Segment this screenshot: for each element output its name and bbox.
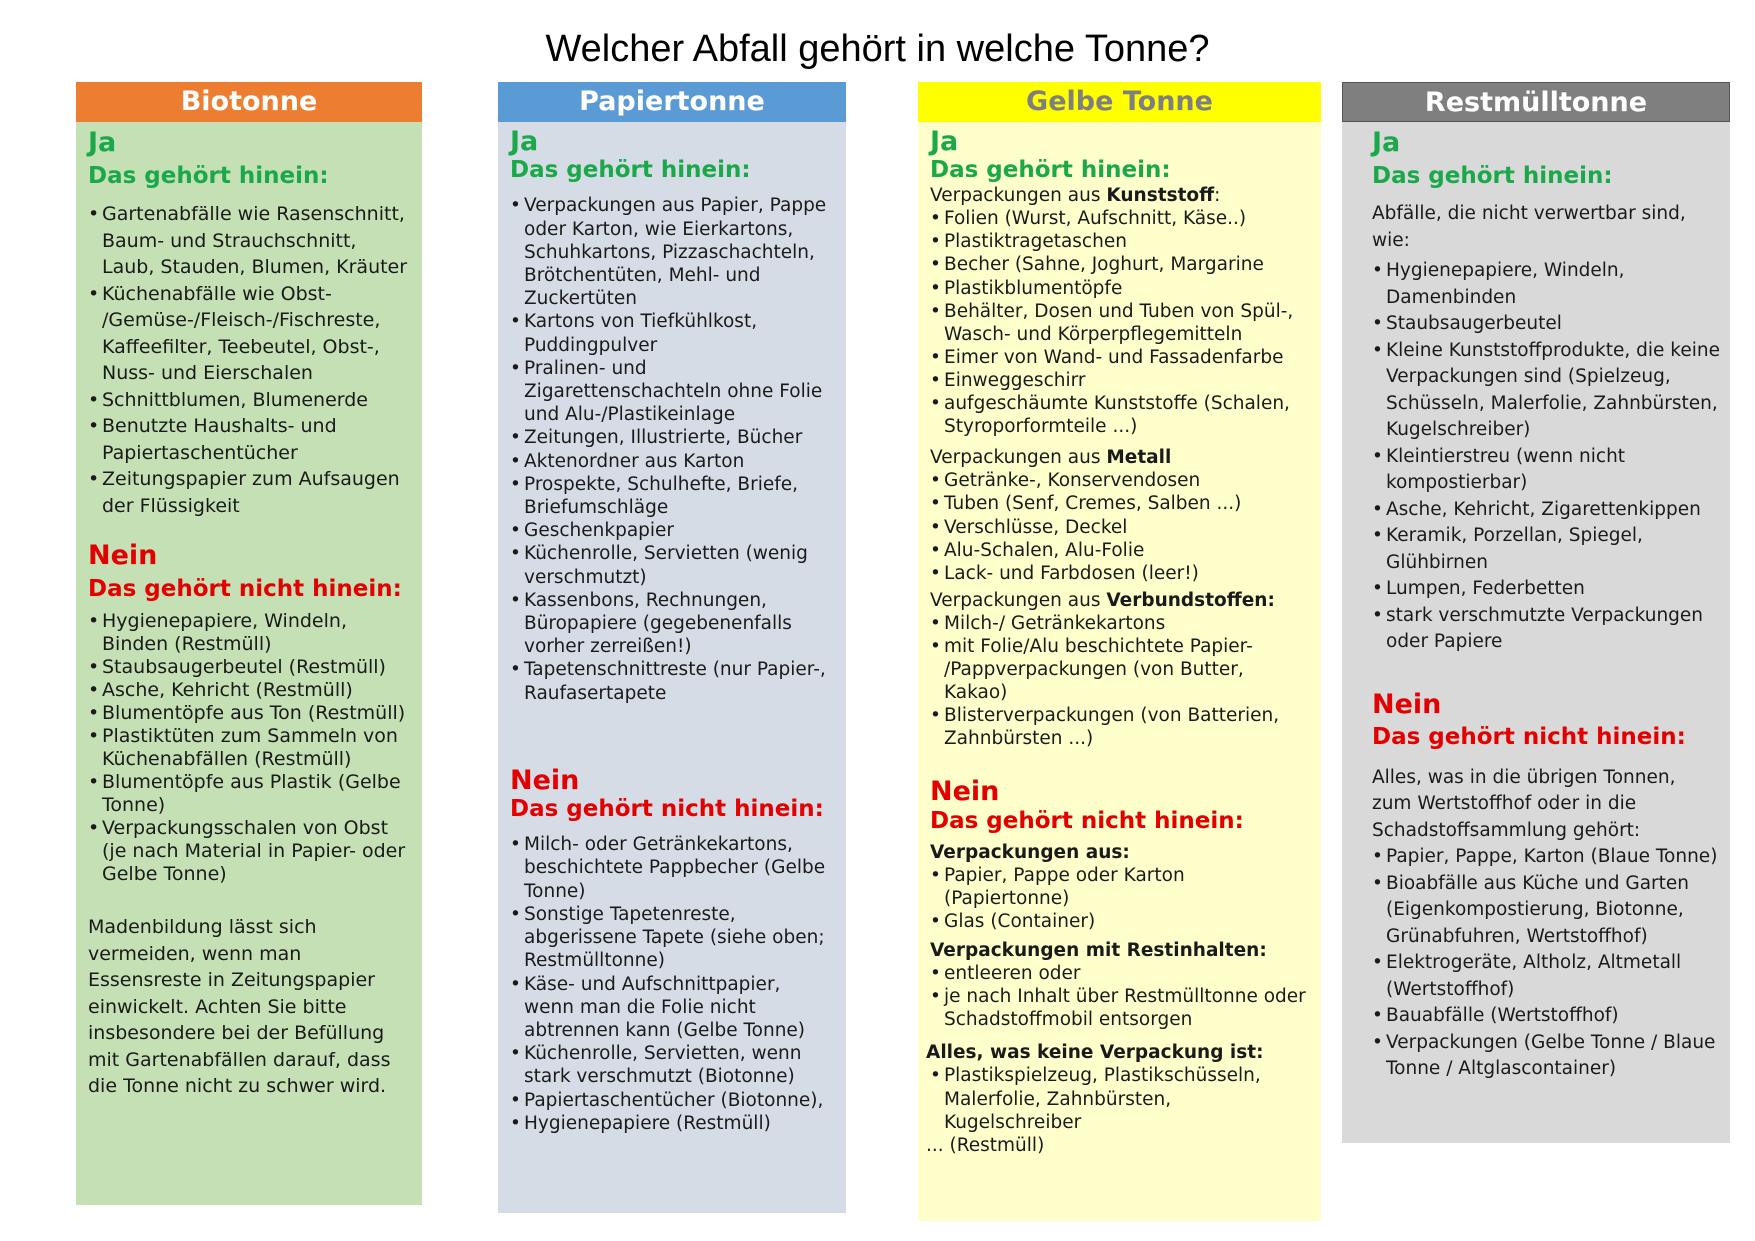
group-heading-keine-verpackung: Alles, was keine Verpackung ist: (926, 1042, 1264, 1064)
group-heading-restinhalte: Verpackungen mit Restinhalten: (930, 940, 1267, 961)
list-item: • Asche, Kehricht, Zigarettenkippen (1372, 497, 1720, 524)
list-item: • Kassenbons, Rechnungen, Büropapiere (gegebenenfalls vorher zerreißen!) (510, 589, 834, 659)
group-heading-verbundstoffe: Verpackungen aus Verbundstoffen: (930, 589, 1275, 611)
nein-list (510, 833, 834, 1135)
list-item: • Papiertaschentücher (Biotonne), (510, 1089, 834, 1112)
nein-list (1372, 844, 1720, 1083)
column-restmuelltonne (1342, 82, 1730, 1143)
list-item: • Aktenordner aus Karton (510, 450, 834, 473)
note-text: Madenbildung lässt sich vermeiden, wenn man Essensreste in Zeitungspapier einwickelt. Achten Sie bitte insbesondere bei der Befüllung mit Gartenabfällen darauf, dass die Tonne nicht zu schwer wird. (88, 916, 391, 1097)
list-item: • Becher (Sahne, Joghurt, Margarine (930, 253, 1311, 276)
list-item: • Prospekte, Schulhefte, Briefe, Briefumschläge (510, 473, 834, 519)
list-item: • Milch-/ Getränkekartons (930, 612, 1311, 635)
list-item: • Bioabfälle aus Küche und Garten (Eigenkompostierung, Biotonne, Grünabfuhren, Wertstoffhof) (1372, 871, 1720, 951)
list-item: • Asche, Kehricht (Restmüll) (88, 679, 410, 702)
list-item: • Keramik, Porzellan, Spiegel, Glühbirnen (1372, 523, 1720, 576)
tail-text: ... (Restmüll) (926, 1134, 1045, 1156)
list-item: • Hygienepapiere, Windeln, Binden (Restmüll) (88, 610, 410, 656)
list-item: • Plastiktüten zum Sammeln von Küchenabfällen (Restmüll) (88, 725, 410, 771)
ja-list (88, 201, 410, 519)
list-item: • Gartenabfälle wie Rasenschnitt, Baum- und Strauchschnitt, Laub, Stauden, Blumen, Kräuter (88, 201, 410, 281)
nein-subheading: Das gehört nicht hinein: (930, 807, 1244, 834)
nein-subheading: Das gehört nicht hinein: (88, 575, 402, 602)
list-item: • Blisterverpackungen (von Batterien, Zahnbürsten ...) (930, 704, 1311, 750)
ja-intro-text: Abfälle, die nicht verwertbar sind, wie: (1372, 203, 1686, 251)
list-item: • Behälter, Dosen und Tuben von Spül-, Wasch- und Körperpflegemitteln (930, 300, 1311, 346)
list-item: • Plastikblumentöpfe (930, 277, 1311, 300)
nein-list (88, 610, 410, 886)
ja-heading: Ja (88, 127, 117, 158)
list-item: • Getränke-, Konservendosen (930, 469, 1311, 492)
list-item: • Sonstige Tapetenreste, abgerissene Tapete (siehe oben; Restmülltonne) (510, 903, 834, 973)
list-item: • Schnittblumen, Blumenerde (88, 387, 410, 414)
ja-heading: Ja (930, 126, 959, 157)
list-item: • Verschlüsse, Deckel (930, 516, 1311, 539)
ja-heading: Ja (1372, 127, 1401, 158)
header-biotonne: Biotonne (76, 82, 422, 122)
list-item: • Plastiktragetaschen (930, 230, 1311, 253)
list-item: • Zeitungen, Illustrierte, Bücher (510, 426, 834, 449)
list-item: • Verpackungsschalen von Obst (je nach Material in Papier- oder Gelbe Tonne) (88, 817, 410, 886)
restinhalte-list (930, 962, 1311, 1031)
list-item: • Kartons von Tiefkühlkost, Puddingpulver (510, 310, 834, 356)
ja-heading: Ja (510, 126, 539, 157)
list-item: • Milch- oder Getränkekartons, beschichtete Pappbecher (Gelbe Tonne) (510, 833, 834, 903)
page-title: Welcher Abfall gehört in welche Tonne? (545, 28, 1210, 70)
group-heading-kunststoff: Verpackungen aus Kunststoff: (930, 185, 1221, 207)
list-item: • Verpackungen (Gelbe Tonne / Blaue Tonne / Altglascontainer) (1372, 1030, 1720, 1083)
ja-list (510, 194, 834, 704)
list-item: • Alu-Schalen, Alu-Folie (930, 539, 1311, 562)
list-item: • Geschenkpapier (510, 519, 834, 542)
list-item: • Elektrogeräte, Altholz, Altmetall (Wertstoffhof) (1372, 950, 1720, 1003)
list-item: • Lumpen, Federbetten (1372, 576, 1720, 603)
list-item: • Tapetenschnittreste (nur Papier-, Raufasertapete (510, 658, 834, 704)
nein-intro-text: Alles, was in die übrigen Tonnen, zum Wertstoffhof oder in die Schadstoffsammlung gehört: (1372, 766, 1676, 841)
list-item: • Lack- und Farbdosen (leer!) (930, 562, 1311, 585)
nein-heading: Nein (88, 540, 158, 571)
ja-subheading: Das gehört hinein: (510, 157, 751, 184)
group-heading-verpackungen-aus: Verpackungen aus: (930, 841, 1130, 863)
list-item: • stark verschmutzte Verpackungen oder Papiere (1372, 603, 1720, 656)
list-item: • aufgeschäumte Kunststoffe (Schalen, Styroporformteile ...) (930, 392, 1311, 438)
nein-heading: Nein (930, 776, 1000, 808)
ja-subheading: Das gehört hinein: (1372, 162, 1613, 189)
column-biotonne (76, 82, 422, 1205)
ja-list (1372, 258, 1720, 656)
ja-subheading: Das gehört hinein: (930, 157, 1171, 184)
header-gelbe-tonne: Gelbe Tonne (918, 82, 1321, 122)
list-item: • Staubsaugerbeutel (1372, 311, 1720, 338)
list-item: • Blumentöpfe aus Ton (Restmüll) (88, 702, 410, 725)
column-papiertonne (498, 82, 846, 1213)
list-item: • Pralinen- und Zigarettenschachteln ohne Folie und Alu-/Plastikeinlage (510, 357, 834, 427)
nein-heading: Nein (510, 764, 580, 796)
list-item: • Hygienepapiere (Restmüll) (510, 1112, 834, 1135)
list-item: • Blumentöpfe aus Plastik (Gelbe Tonne) (88, 771, 410, 817)
list-item: • Papier, Pappe oder Karton (Papiertonne) (930, 864, 1311, 910)
ja-subheading: Das gehört hinein: (88, 162, 329, 189)
kunststoff-list (930, 207, 1311, 438)
list-item: • Käse- und Aufschnittpapier, wenn man die Folie nicht abtrennen kann (Gelbe Tonne) (510, 973, 834, 1043)
keine-verpackung-list (930, 1064, 1311, 1133)
nein-heading: Nein (1372, 688, 1442, 720)
list-item: • Verpackungen aus Papier, Pappe oder Karton, wie Eierkartons, Schuhkartons, Pizzaschachteln, Brötchentüten, Mehl- und Zuckertüten (510, 194, 834, 310)
list-item: • Einweggeschirr (930, 369, 1311, 392)
list-item: • Tuben (Senf, Cremes, Salben ...) (930, 492, 1311, 515)
verpackungen-aus-list (930, 864, 1311, 933)
header-papiertonne: Papiertonne (498, 82, 846, 122)
list-item: • Kleintierstreu (wenn nicht kompostierbar) (1372, 444, 1720, 497)
list-item: • Hygienepapiere, Windeln, Damenbinden (1372, 258, 1720, 311)
list-item: • Eimer von Wand- und Fassadenfarbe (930, 346, 1311, 369)
list-item: • Küchenrolle, Servietten, wenn stark verschmutzt (Biotonne) (510, 1042, 834, 1088)
verbundstoffe-list (930, 612, 1311, 751)
group-heading-metall: Verpackungen aus Metall (930, 447, 1172, 469)
metall-list (930, 469, 1311, 584)
list-item: • Bauabfälle (Wertstoffhof) (1372, 1003, 1720, 1030)
list-item: • Papier, Pappe, Karton (Blaue Tonne) (1372, 844, 1720, 871)
list-item: • Benutzte Haushalts- und Papiertaschentücher (88, 413, 410, 466)
list-item: • Zeitungspapier zum Aufsaugen der Flüssigkeit (88, 466, 410, 519)
column-gelbe-tonne (918, 82, 1321, 1221)
list-item: • Glas (Container) (930, 910, 1311, 933)
list-item: • Folien (Wurst, Aufschnitt, Käse..) (930, 207, 1311, 230)
nein-subheading: Das gehört nicht hinein: (1372, 724, 1686, 750)
list-item: • mit Folie/Alu beschichtete Papier- /Pappverpackungen (von Butter, Kakao) (930, 635, 1311, 704)
list-item: • Plastikspielzeug, Plastikschüsseln, Malerfolie, Zahnbürsten, Kugelschreiber (930, 1064, 1311, 1133)
list-item: • Küchenrolle, Servietten (wenig verschmutzt) (510, 542, 834, 588)
header-restmuelltonne: Restmülltonne (1342, 82, 1730, 122)
list-item: • je nach Inhalt über Restmülltonne oder Schadstoffmobil entsorgen (930, 985, 1311, 1031)
list-item: • Staubsaugerbeutel (Restmüll) (88, 656, 410, 679)
nein-subheading: Das gehört nicht hinein: (510, 796, 824, 823)
list-item: • Küchenabfälle wie Obst- /Gemüse-/Fleisch-/Fischreste, Kaffeefilter, Teebeutel, Obst-, Nuss- und Eierschalen (88, 281, 410, 387)
list-item: • Kleine Kunststoffprodukte, die keine Verpackungen sind (Spielzeug, Schüsseln, Malerfolie, Zahnbürsten, Kugelschreiber) (1372, 338, 1720, 444)
list-item: • entleeren oder (930, 962, 1311, 985)
